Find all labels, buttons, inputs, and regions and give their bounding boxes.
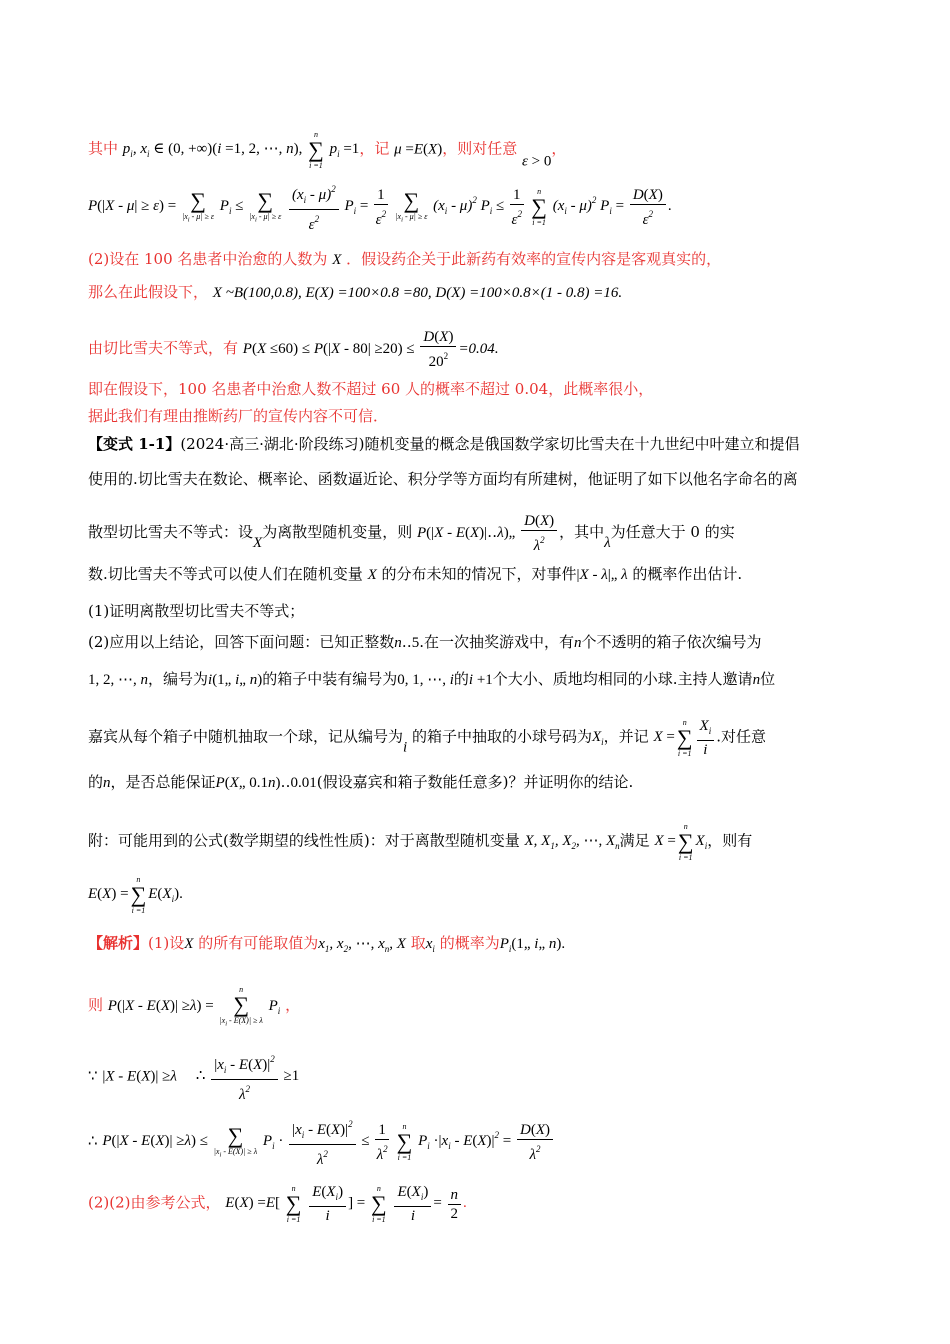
formula-p-x: $p_i$, $x_i$ ∈ (0, +∞)(i =1, 2, ⋯, n), n ∑ i =1 $p_i =1$ bbox=[122, 130, 360, 170]
appendix-line1: 附：可能用到的公式(数学期望的线性性质)：对于离散型随机变量 X, $X_1$, $X_2$, ⋯, $X_n$满足 X = n ∑ i =1 $X_i$，则有 bbox=[88, 822, 753, 862]
variant-line3: 散型切比雪夫不等式：设X为离散型随机变量，则 P(|X - E(X)|‥λ)„ $\frac{D(X)}{\lambda^2}$ ，其中λ为任意大于 0 的实 bbox=[88, 513, 735, 554]
chebyshev-formula: P(|X - μ| ≥ ε) = ∑ $|x_i - \mu| \ge \varepsilon$ $P_i$ ≤ ∑ $|x_i - \mu| \ge \varepsilon$ $\frac{(x_i - \mu)^2}{\varepsilon^2}$ $P_i$ = $\frac{1}{\varepsilon^2}$ ∑ $|x_i - \mu| \ge \varepsilon$ $(x_i - \mu)^2$ $P_i$ ≤ $\frac{1}{\varepsilon^2}$ n ∑ i =1 $(x_i - \mu)^2$ $P_i$ = $\frac{D(X)}{\varepsilon^2}$ . bbox=[88, 180, 672, 234]
solution-line4: ∴ P(|X - E(X)| ≥λ) ≤ ∑ $|x_i - E(X)| \ge \lambda$ $P_i$ · $\frac{|x_i - E(X)|^2}{\lambda^2}$ ≤ $\frac{1}{\lambda^2}$ n ∑ i =1 $P_i \cdot|x_i - E(X)|^2$ = $\frac{D(X)}{\lambda^2}$ bbox=[88, 1115, 555, 1169]
line-1: 其中 $p_i$, $x_i$ ∈ (0, +∞)(i =1, 2, ⋯, n), n ∑ i =1 $p_i =1$，记 μ =E(X)，则对任意 ε > 0， bbox=[88, 130, 567, 170]
part2-line1: (2)设在 100 名患者中治愈的人数为 X ．假设药企关于此新药有效率的宣传内容是客观真实的， bbox=[88, 250, 722, 268]
part2-line2: 那么在此假设下， X ~B(100,0.8), E(X) =100×0.8 =80, D(X) =100×0.8×(1 - 0.8) =16. bbox=[88, 283, 623, 301]
chebyshev-apply: 由切比雪夫不等式，有 P(X ≤60) ≤ P(|X - 80| ≥20) ≤ $\frac{D(X)}{20^2}$ =0.04. bbox=[88, 329, 499, 370]
solution-line5: (2)(2)由参考公式， E(X) =E[ n ∑ i =1 $\frac{E(X_i)}{i}$ ] = n ∑ i =1 $\frac{E(X_i)}{i}$ = $\frac{n}{2}$ . bbox=[88, 1184, 467, 1224]
question-2-line3: 嘉宾从每个箱子中随机抽取一个球，记从编号为i 的箱子中抽取的小球号码为$X_i$，并记 X = n ∑ i =1 $\frac{X_i}{i}$ .对任意 bbox=[88, 718, 767, 758]
solution-line3: ∵ |X - E(X)| ≥λ ∴ $\frac{|x_i - E(X)|^2}{\lambda^2}$ ≥1 bbox=[88, 1050, 299, 1104]
conclusion-line1: 即在假设下，100 名患者中治愈人数不超过 60 人的概率不超过 0.04，此概率很小， bbox=[88, 380, 654, 398]
solution-line1: 【解析】(1)设X 的所有可能取值为$x_1$, $x_2$, ⋯, $x_n$, X 取$x_i$ 的概率为$P_i(1„$ i„ n). bbox=[88, 934, 566, 954]
formula-mu: μ =E(X) bbox=[394, 141, 443, 158]
variant-line2: 使用的.切比雪夫在数论、概率论、函数逼近论、积分学等方面均有所建树，他证明了如下以他名字命名的离 bbox=[88, 470, 798, 488]
question-2-line1: (2)应用以上结论，回答下面问题：已知正整数n‥5.在一次抽奖游戏中，有n个不透明的箱子依次编号为 bbox=[88, 633, 762, 651]
question-1: (1)证明离散型切比雪夫不等式； bbox=[88, 602, 305, 620]
formula-eps: ε > 0 bbox=[522, 153, 552, 170]
variant-line4: 数.切比雪夫不等式可以使人们在随机变量 X 的分布未知的情况下，对事件|X - λ|„ λ 的概率作出估计. bbox=[88, 565, 743, 583]
question-2-line2: 1, 2, ⋯, n，编号为i(1„ i„ n)的箱子中装有编号为0, 1, ⋯, i的i +1个大小、质地均相同的小球.主持人邀请n位 bbox=[88, 670, 776, 688]
appendix-line2: E(X) = n ∑ i =1 $E(X_i)$. bbox=[88, 875, 183, 915]
variant-line1: 【变式 1-1】(2024·高三·湖北·阶段练习)随机变量的概念是俄国数学家切比雪夫在十九世纪中叶建立和提倡 bbox=[88, 435, 800, 453]
conclusion-line2: 据此我们有理由推断药厂的宣传内容不可信． bbox=[88, 407, 389, 425]
question-2-line4: 的n，是否总能保证P(X„ 0.1n)‥0.01(假设嘉宾和箱子数能任意多)？并证明你的结论. bbox=[88, 773, 634, 791]
solution-line2: 则 P(|X - E(X)| ≥λ) = n ∑ $|x_i - E(X)| \ge \lambda$ $P_i$ ， bbox=[88, 985, 301, 1028]
